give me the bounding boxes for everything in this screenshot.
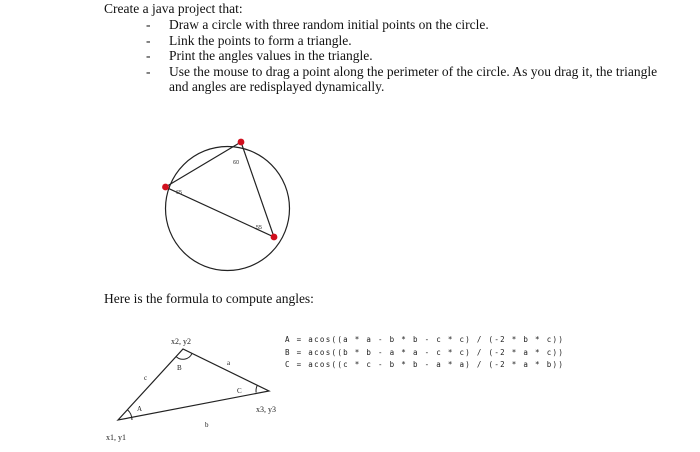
requirement-text: Use the mouse to drag a point along the perimeter of the circle. As you drag it, the triangle and angles are redisplayed dynamically. [169,63,658,94]
side-label: b [205,421,209,429]
requirement-text: Link the points to form a triangle. [169,32,352,48]
angle-label: 65 [176,190,183,196]
requirement-text: Print the angles values in the triangle. [169,48,373,63]
side-label: c [144,374,148,382]
angle-label: A [137,405,143,413]
bullet-dash: - [146,17,151,32]
angle-arc-c [256,385,257,392]
formula-line: C = acos((c * c - b * b - a * a) / (-2 * a * b)) [285,360,565,369]
circle-point[interactable] [271,234,278,241]
circle-outline [166,147,290,271]
circle-point[interactable] [162,184,169,191]
side-label: a [227,359,231,367]
vertex-label: x2, y2 [171,337,191,346]
assignment-heading: Create a java project that: [104,1,243,16]
vertex-label: x1, y1 [106,433,126,442]
formula-line: A = acos((a * a - b * b - c * c) / (-2 * b * c)) [285,335,565,344]
bullet-dash: - [146,32,151,48]
angle-label: C [237,387,242,395]
bullet-dash: - [146,48,151,63]
angle-label: 60 [233,160,240,166]
triangle-diagram [106,337,276,442]
bullet-dash: - [146,63,151,79]
formula-heading: Here is the formula to compute angles: [104,291,314,306]
vertex-label: x3, y3 [256,405,276,414]
angle-label: 55 [256,225,263,231]
requirement-text: Draw a circle with three random initial points on the circle. [169,17,489,32]
formula-list [285,334,564,372]
angle-label: B [177,364,182,372]
circle-figure [162,139,289,271]
formula-line: B = acos((b * b - a * a - c * c) / (-2 * a * c)) [285,347,565,357]
circle-point[interactable] [238,139,245,146]
